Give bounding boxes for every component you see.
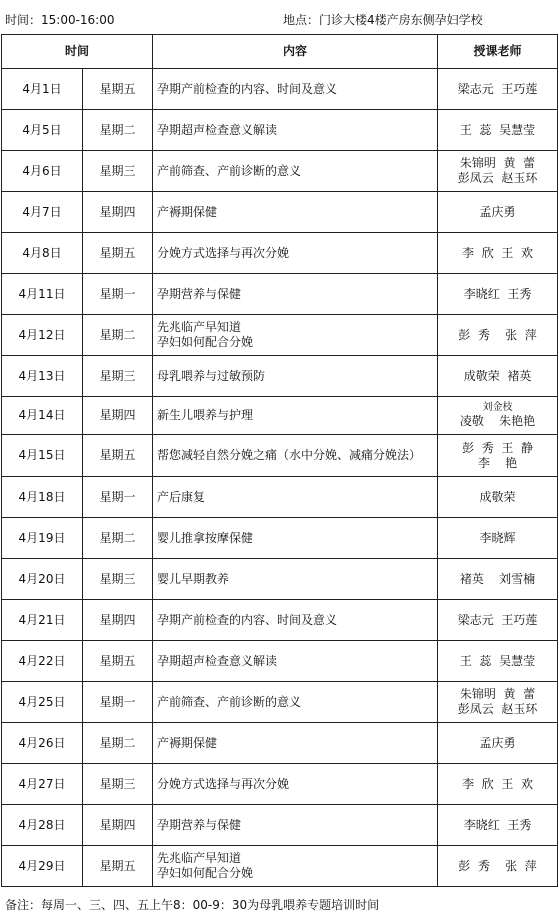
weekday-cell: 星期五 xyxy=(83,641,153,682)
content-line: 产前筛查、产前诊断的意义 xyxy=(157,694,302,709)
teacher-line: 刘金枝 xyxy=(482,402,513,413)
content-cell xyxy=(153,315,438,356)
content-line: 产前筛查、产前诊断的意义 xyxy=(157,163,302,178)
content-cell xyxy=(153,518,438,559)
teacher-line: 朱锦明 黄 蕾 xyxy=(459,687,536,701)
teacher-cell xyxy=(438,518,558,559)
table-row xyxy=(2,641,558,682)
weekday-cell: 星期二 xyxy=(83,723,153,764)
content-line: 孕期营养与保健 xyxy=(157,817,242,832)
weekday-cell: 星期四 xyxy=(83,192,153,233)
date-cell: 4月22日 xyxy=(2,641,83,682)
teacher-line: 凌敬 朱艳艳 xyxy=(459,414,536,428)
teacher-line: 王 蕊 吴慧莹 xyxy=(459,653,536,668)
weekday-cell: 星期五 xyxy=(83,233,153,274)
content-line: 孕期产前检查的内容、时间及意义 xyxy=(157,612,338,627)
date-cell: 4月26日 xyxy=(2,723,83,764)
content-line: 产后康复 xyxy=(157,489,206,504)
content-line: 孕期产前检查的内容、时间及意义 xyxy=(157,81,338,96)
teacher-cell xyxy=(438,315,558,356)
content-line: 新生儿喂养与护理 xyxy=(157,408,254,422)
content-line: 帮您减轻自然分娩之痛（水中分娩、减痛分娩法） xyxy=(157,448,422,462)
date-cell: 4月12日 xyxy=(2,315,83,356)
weekday-cell: 星期三 xyxy=(83,764,153,805)
teacher-cell xyxy=(438,641,558,682)
weekday-cell: 星期五 xyxy=(83,846,153,887)
table-row xyxy=(2,846,558,887)
teacher-cell xyxy=(438,723,558,764)
teacher-cell xyxy=(438,233,558,274)
teacher-cell xyxy=(438,682,558,723)
teacher-cell xyxy=(438,110,558,151)
teacher-line: 成敬荣 褚英 xyxy=(463,368,532,383)
content-cell xyxy=(153,192,438,233)
page-header xyxy=(0,0,559,34)
class-location: 地点：门诊大楼4楼产房东侧孕妇学校 xyxy=(283,13,483,27)
content-line: 分娩方式选择与再次分娩 xyxy=(157,245,290,260)
teacher-cell xyxy=(438,435,558,477)
content-line: 母乳喂养与过敏预防 xyxy=(157,368,266,383)
schedule-table xyxy=(1,34,558,887)
teacher-cell xyxy=(438,805,558,846)
teacher-cell xyxy=(438,356,558,397)
table-row xyxy=(2,518,558,559)
teacher-line: 彭凤云 赵玉环 xyxy=(457,171,538,185)
weekday-cell: 星期一 xyxy=(83,274,153,315)
date-cell: 4月20日 xyxy=(2,559,83,600)
teacher-line: 李 艳 xyxy=(477,455,518,470)
date-cell: 4月6日 xyxy=(2,151,83,192)
date-cell: 4月28日 xyxy=(2,805,83,846)
teacher-line: 梁志元 王巧莲 xyxy=(457,612,538,627)
table-row xyxy=(2,682,558,723)
teacher-cell xyxy=(438,151,558,192)
content-cell xyxy=(153,397,438,435)
teacher-cell xyxy=(438,600,558,641)
table-row xyxy=(2,805,558,846)
teacher-cell xyxy=(438,69,558,110)
date-cell: 4月15日 xyxy=(2,435,83,477)
teacher-line: 李晓红 王秀 xyxy=(463,817,532,832)
date-cell: 4月8日 xyxy=(2,233,83,274)
teacher-line: 朱锦明 黄 蕾 xyxy=(459,156,536,170)
content-cell xyxy=(153,846,438,887)
date-cell: 4月1日 xyxy=(2,69,83,110)
table-row xyxy=(2,274,558,315)
date-cell: 4月7日 xyxy=(2,192,83,233)
weekday-cell: 星期二 xyxy=(83,315,153,356)
teacher-line: 彭 秀 王 静 xyxy=(462,440,533,455)
teacher-line: 李晓红 王秀 xyxy=(463,286,532,301)
content-line: 婴儿推拿按摩保健 xyxy=(157,530,254,545)
table-row xyxy=(2,723,558,764)
table-row xyxy=(2,435,558,477)
content-cell xyxy=(153,764,438,805)
table-row xyxy=(2,315,558,356)
date-cell: 4月19日 xyxy=(2,518,83,559)
weekday-cell: 星期一 xyxy=(83,682,153,723)
teacher-line: 李 欣 王 欢 xyxy=(462,776,533,791)
content-cell xyxy=(153,233,438,274)
content-cell xyxy=(153,435,438,477)
teacher-line: 彭凤云 赵玉环 xyxy=(457,702,538,716)
content-line: 孕期超声检查意义解读 xyxy=(157,122,278,137)
content-cell xyxy=(153,805,438,846)
table-row xyxy=(2,110,558,151)
content-cell xyxy=(153,723,438,764)
teacher-line: 梁志元 王巧莲 xyxy=(457,81,538,96)
content-cell xyxy=(153,559,438,600)
teacher-cell xyxy=(438,764,558,805)
content-cell xyxy=(153,274,438,315)
content-cell xyxy=(153,356,438,397)
weekday-cell: 星期三 xyxy=(83,559,153,600)
date-cell: 4月13日 xyxy=(2,356,83,397)
teacher-line: 彭 秀 张 萍 xyxy=(458,858,537,873)
teacher-line: 成敬荣 xyxy=(479,489,516,504)
teacher-cell xyxy=(438,192,558,233)
content-line: 孕期营养与保健 xyxy=(157,286,242,301)
content-line: 先兆临产早知道 xyxy=(157,851,242,865)
content-cell xyxy=(153,69,438,110)
class-time: 时间：15:00-16:00 xyxy=(5,13,115,27)
weekday-cell: 星期四 xyxy=(83,600,153,641)
date-cell: 4月27日 xyxy=(2,764,83,805)
content-cell xyxy=(153,600,438,641)
teacher-line: 孟庆勇 xyxy=(479,204,516,219)
table-row xyxy=(2,192,558,233)
content-line: 先兆临产早知道 xyxy=(157,320,242,334)
teacher-cell xyxy=(438,274,558,315)
table-row xyxy=(2,477,558,518)
table-row xyxy=(2,559,558,600)
weekday-cell: 星期三 xyxy=(83,356,153,397)
weekday-cell: 星期二 xyxy=(83,518,153,559)
date-cell: 4月18日 xyxy=(2,477,83,518)
weekday-cell: 星期五 xyxy=(83,435,153,477)
content-cell xyxy=(153,641,438,682)
teacher-cell xyxy=(438,477,558,518)
table-row xyxy=(2,233,558,274)
teacher-line: 李晓辉 xyxy=(479,530,516,545)
teacher-line: 彭 秀 张 萍 xyxy=(458,327,537,342)
content-cell xyxy=(153,151,438,192)
date-cell: 4月5日 xyxy=(2,110,83,151)
content-line: 婴儿早期教养 xyxy=(157,571,230,586)
schedule-body xyxy=(2,69,558,887)
date-cell: 4月29日 xyxy=(2,846,83,887)
date-cell: 4月21日 xyxy=(2,600,83,641)
teacher-line: 褚英 刘雪楠 xyxy=(459,571,536,586)
table-header-row xyxy=(2,35,558,69)
table-row xyxy=(2,397,558,435)
content-cell xyxy=(153,477,438,518)
content-line: 产褥期保健 xyxy=(157,204,218,219)
weekday-cell: 星期二 xyxy=(83,110,153,151)
header-content: 内容 xyxy=(153,35,438,69)
weekday-cell: 星期四 xyxy=(83,397,153,435)
footer-note: 备注：每周一、三、四、五上午8：00-9：30为母乳喂养专题培训时间 xyxy=(5,898,380,912)
header-time: 时间 xyxy=(2,35,153,69)
table-row xyxy=(2,356,558,397)
header-teacher: 授课老师 xyxy=(438,35,558,69)
content-cell xyxy=(153,110,438,151)
date-cell: 4月25日 xyxy=(2,682,83,723)
date-cell: 4月11日 xyxy=(2,274,83,315)
weekday-cell: 星期四 xyxy=(83,805,153,846)
content-line: 孕妇如何配合分娩 xyxy=(157,866,254,880)
content-line: 孕妇如何配合分娩 xyxy=(157,335,254,349)
content-cell xyxy=(153,682,438,723)
teacher-line: 李 欣 王 欢 xyxy=(462,245,533,260)
teacher-line: 王 蕊 吴慧莹 xyxy=(459,122,536,137)
table-row xyxy=(2,151,558,192)
content-line: 产褥期保健 xyxy=(157,735,218,750)
teacher-cell xyxy=(438,846,558,887)
weekday-cell: 星期一 xyxy=(83,477,153,518)
content-line: 孕期超声检查意义解读 xyxy=(157,653,278,668)
weekday-cell: 星期三 xyxy=(83,151,153,192)
date-cell: 4月14日 xyxy=(2,397,83,435)
table-row xyxy=(2,69,558,110)
weekday-cell: 星期五 xyxy=(83,69,153,110)
table-row xyxy=(2,764,558,805)
teacher-cell xyxy=(438,397,558,435)
teacher-cell xyxy=(438,559,558,600)
table-row xyxy=(2,600,558,641)
teacher-line: 孟庆勇 xyxy=(479,735,516,750)
content-line: 分娩方式选择与再次分娩 xyxy=(157,776,290,791)
